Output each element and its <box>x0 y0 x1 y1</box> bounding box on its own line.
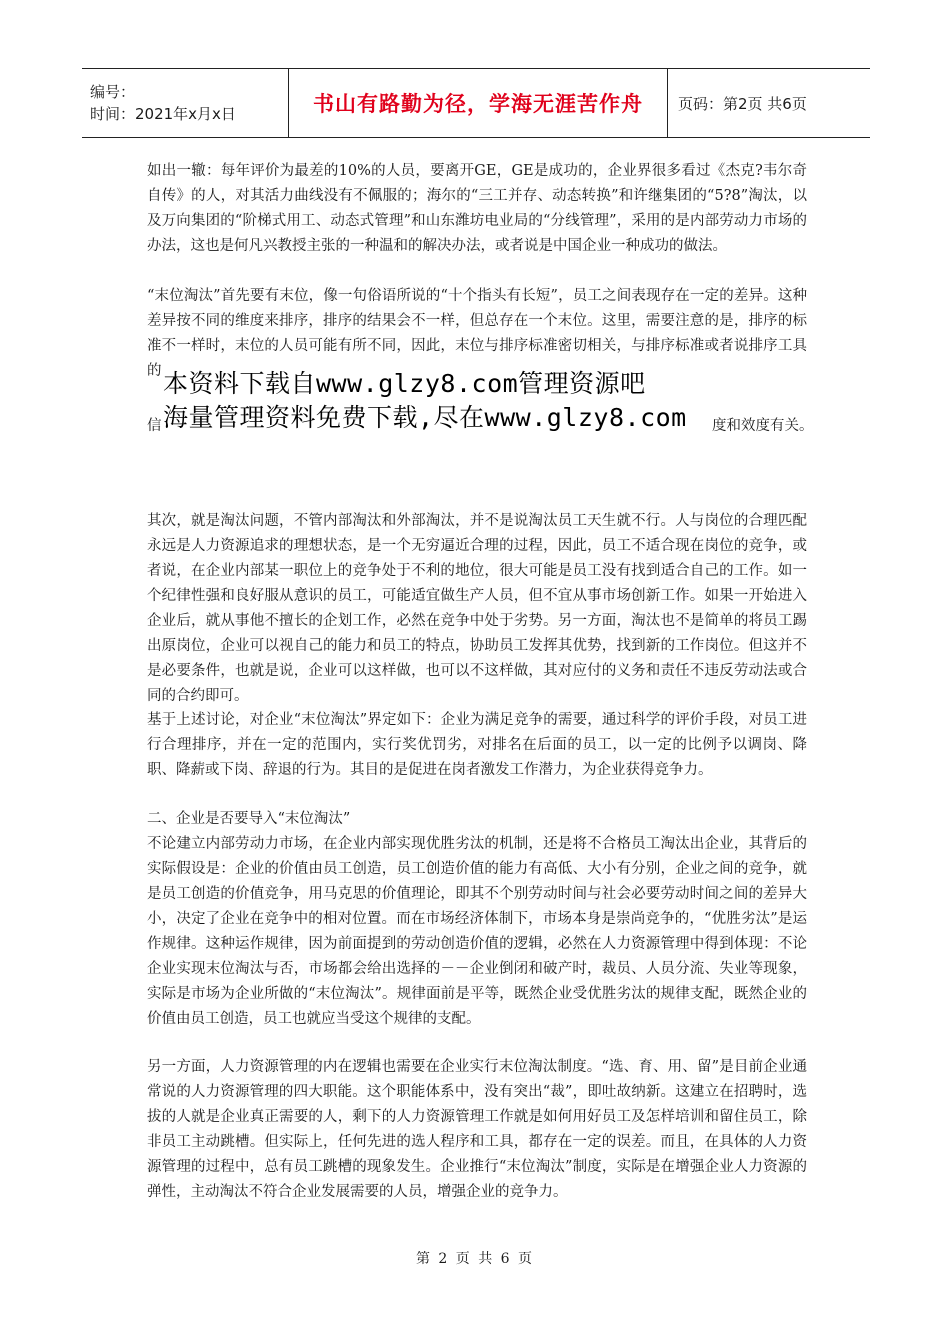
paragraph-4-text: 基于上述讨论，对企业“末位淘汰”界定如下：企业为满足竞争的需要，通过科学的评价手段，对员工进行合理排序，并在一定的范围内，实行奖优罚劣，对排名在后面的员工，以一定的比例予以调岗、降职、降薪或下岗、辞退的行为。其目的是促进在岗者激发工作潜力，为企业获得竞争力。 <box>147 712 807 778</box>
header-right-cell <box>668 69 870 137</box>
page-footer: 第 2 页 共 6 页 <box>415 1251 535 1267</box>
paragraph-6 <box>147 1055 807 1205</box>
paragraph-4 <box>147 708 807 783</box>
watermark-line-2: 海量管理资料免费下载,尽在www.glzy8.com <box>163 403 687 432</box>
paragraph-1-text: 如出一辙：每年评价为最差的10%的人员，要离开GE，GE是成功的，企业界很多看过《杰克?韦尔奇自传》的人，对其活力曲线没有不佩服的；海尔的“三工并存、动态转换”和许继集团的“5?8”淘汰，以及万向集团的“阶梯式用工、动态式管理”和山东潍坊电业局的“分线管理”，采用的是内部劳动力市场的办法，这也是何凡兴教授主张的一种温和的解决办法，或者说是中国企业一种成功的做法。 <box>147 163 807 254</box>
watermark-line-1: 本资料下载自www.glzy8.com管理资源吧 <box>163 369 646 398</box>
paragraph-5-text: 不论建立内部劳动力市场，在企业内部实现优胜劣汰的机制，还是将不合格员工淘汰出企业，其背后的实际假设是：企业的价值由员工创造，员工创造价值的能力有高低、大小有分别，企业之间的竞争，就是员工创造的价值竞争，用马克思的价值理论，即其不个别劳动时间与社会必要劳动时间之间的差异大小，决定了企业在竞争中的相对位置。而在市场经济体制下，市场本身是崇尚竞争的，“优胜劣汰”是运作规律。这种运作规律，因为前面提到的劳动创造价值的逻辑，必然在人力资源管理中得到体现：不论企业实现末位淘汰与否，市场都会给出选择的－－企业倒闭和破产时，裁员、人员分流、失业等现象，实际是市场为企业所做的“末位淘汰”。规律面前是平等，既然企业受优胜劣汰的规律支配，既然企业的价值由员工创造，员工也就应当受这个规律的支配。 <box>147 836 807 1027</box>
paragraph-2-text: “末位淘汰”首先要有末位，像一句俗语所说的“十个指头有长短”，员工之间表现存在一定的差异。这种差异按不同的维度来排序，排序的结果会不一样，但总存在一个末位。这里，需要注意的是，排序的标准不一样时，末位的人员可能有所不同，因此，末位与排序标准密切相关，与排序标准或者说排序工具的 <box>147 288 807 379</box>
header-motto: 书山有路勤为径，学海无涯苦作舟 <box>313 92 643 116</box>
header-page-label: 页码：第2页 共6页 <box>678 94 807 113</box>
header-left-cell <box>82 69 289 137</box>
section-2 <box>147 807 807 1032</box>
header-table <box>82 68 870 138</box>
doc-number-label: 编号： <box>90 83 136 101</box>
paragraph-3 <box>147 509 807 709</box>
header-motto-cell <box>289 69 668 137</box>
paragraph-6-text: 另一方面，人力资源管理的内在逻辑也需要在企业实行末位淘汰制度。“选、育、用、留”是目前企业通常说的人力资源管理的四大职能。这个职能体系中，没有突出“裁”，即吐故纳新。这建立在招聘时，选拔的人就是企业真正需要的人，剩下的人力资源管理工作就是如何用好员工及怎样培训和留住员工，除非员工主动跳槽。但实际上，任何先进的选人程序和工具，都存在一定的误差。而且，在具体的人力资源管理的过程中，总有员工跳槽的现象发生。企业推行“末位淘汰”制度，实际是在增强企业人力资源的弹性，主动淘汰不符合企业发展需要的人员，增强企业的竞争力。 <box>147 1059 807 1200</box>
section-heading: 二、企业是否要导入“末位淘汰” <box>147 811 351 827</box>
paragraph-2-start-fragment: 信 <box>147 418 162 434</box>
paragraph-3-text: 其次，就是淘汰问题，不管内部淘汰和外部淘汰，并不是说淘汰员工天生就不行。人与岗位的合理匹配永远是人力资源追求的理想状态，是一个无穷逼近合理的过程，因此，员工不适合现在岗位的竞争，或者说，在企业内部某一职位上的竞争处于不利的地位，很大可能是员工没有找到适合自己的工作。如一个纪律性强和良好服从意识的员工，可能适宜做生产人员，但不宜从事市场创新工作。如果一开始进入企业后，就从事他不擅长的企划工作，必然在竞争中处于劣势。另一方面，淘汰也不是简单的将员工踢出原岗位，企业可以视自己的能力和员工的特点，协助员工发挥其优势，找到新的工作岗位。但这并不是必要条件，也就是说，企业可以这样做，也可以不这样做，其对应付的义务和责任不违反劳动法或合同的合约即可。 <box>147 513 807 704</box>
doc-time-label: 时间：2021年x月x日 <box>90 105 236 123</box>
paragraph-1 <box>147 159 807 259</box>
paragraph-2-end-fragment: 度和效度有关。 <box>712 418 814 434</box>
